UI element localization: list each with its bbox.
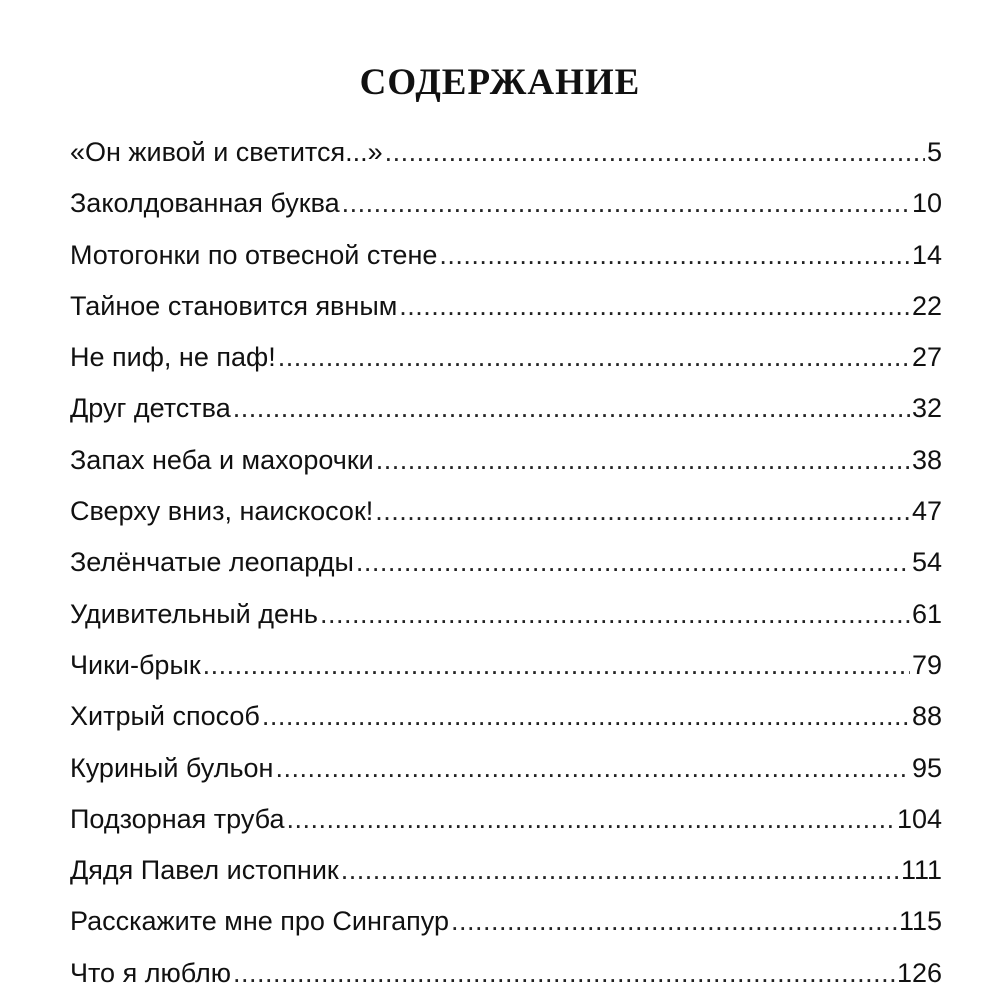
entry-page-number: 32 [911, 393, 942, 424]
entry-title: Дядя Павел истопник [70, 855, 339, 886]
toc-entry [70, 795, 942, 846]
entry-page-number: 111 [900, 855, 942, 886]
dot-leader [233, 949, 895, 997]
toc-entry [70, 692, 942, 743]
entry-page-number: 5 [926, 137, 942, 167]
dot-leader [342, 179, 910, 227]
toc-entry [70, 179, 942, 230]
entry-page-number: 38 [911, 444, 942, 475]
dot-leader [320, 590, 910, 638]
dot-leader [275, 744, 910, 792]
toc-entry [70, 846, 942, 897]
entry-title: Друг детства [70, 393, 231, 424]
entry-title: Зелёнчатые леопарды [70, 547, 354, 578]
toc-entry [70, 436, 942, 487]
dot-leader [278, 333, 910, 381]
dot-leader [262, 692, 910, 740]
entry-page-number: 115 [898, 906, 942, 937]
dot-leader [439, 231, 910, 279]
toc-entry [70, 538, 942, 589]
dot-leader [376, 436, 910, 484]
entry-title: Куриный бульон [70, 752, 274, 783]
toc-entry [70, 384, 942, 435]
entry-page-number: 27 [911, 342, 942, 373]
entry-page-number: 79 [911, 649, 942, 680]
entry-title: Хитрый способ [70, 701, 260, 732]
entry-page-number: 22 [911, 290, 942, 321]
dot-leader [385, 128, 925, 176]
entry-page-number: 61 [911, 598, 942, 629]
entry-title: Сверху вниз, наискосок! [70, 496, 374, 527]
dot-leader [286, 795, 894, 843]
entry-title: Не пиф, не паф! [70, 342, 276, 373]
entry-page-number: 95 [911, 752, 942, 783]
entry-title: Удивительный день [70, 598, 318, 629]
entry-title: Расскажите мне про Сингапур [70, 906, 450, 937]
toc-entry [70, 949, 942, 1000]
entry-title: Заколдованная буква [70, 188, 340, 219]
toc-entry [70, 487, 942, 538]
entry-title: Что я люблю [70, 957, 231, 988]
entry-page-number: 10 [911, 188, 942, 219]
table-of-contents [70, 128, 942, 1000]
toc-entry [70, 282, 942, 333]
dot-leader [375, 487, 910, 535]
entry-title: Мотогонки по отвесной стене [70, 239, 438, 270]
entry-page-number: 104 [896, 803, 942, 834]
toc-entry [70, 744, 942, 795]
entry-page-number: 54 [911, 547, 942, 578]
entry-page-number: 88 [911, 701, 942, 732]
entry-page-number: 126 [896, 957, 942, 988]
entry-title: Чики-брык [70, 649, 201, 680]
toc-entry [70, 128, 942, 179]
dot-leader [203, 641, 910, 689]
toc-entry [70, 590, 942, 641]
dot-leader [233, 384, 910, 432]
toc-entry [70, 333, 942, 384]
dot-leader [356, 538, 910, 586]
entry-page-number: 14 [911, 239, 942, 270]
dot-leader [451, 897, 897, 945]
entry-title: «Он живой и светится...» [70, 137, 383, 167]
dot-leader [399, 282, 910, 330]
entry-title: Тайное становится явным [70, 290, 398, 321]
page-title: СОДЕРЖАНИЕ [359, 61, 641, 103]
entry-page-number: 47 [911, 496, 942, 527]
entry-title: Подзорная труба [70, 803, 285, 834]
toc-entry [70, 641, 942, 692]
toc-entry [70, 231, 942, 282]
toc-entry [70, 897, 942, 948]
entry-title: Запах неба и махорочки [70, 444, 374, 475]
dot-leader [341, 846, 899, 894]
